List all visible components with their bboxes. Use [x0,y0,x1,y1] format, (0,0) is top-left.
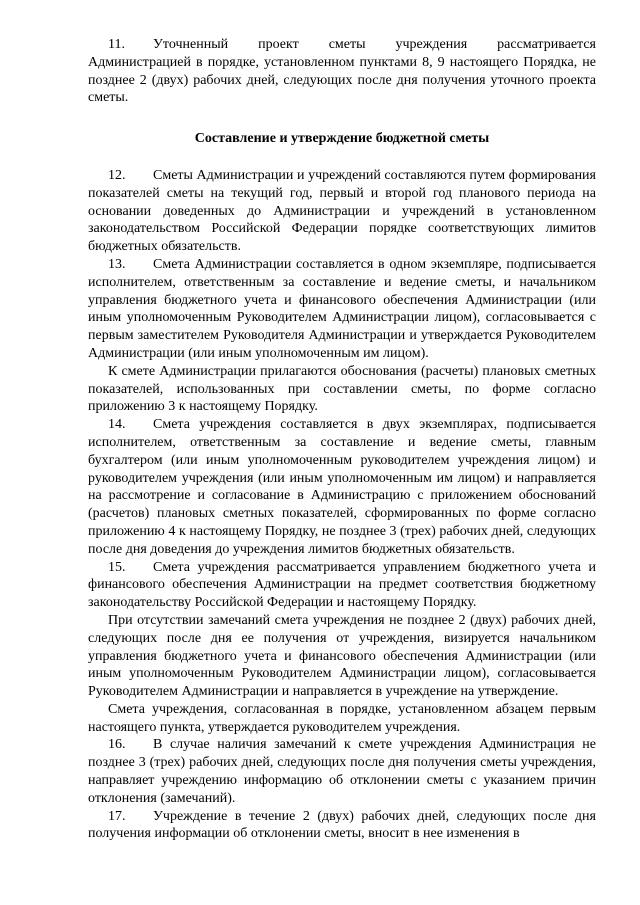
paragraph-11 [88,36,596,107]
paragraph-12 [88,167,596,256]
paragraph-text: Сметы Администрации и учреждений составляются путем формирования показателей сметы на текущий год, первый и второй год планового периода на основании доведенных до Администрации и учреждений в установленном законодательством Российской Федерации порядке соответствующих лимитов бюджетных обязательств. [88,167,596,255]
paragraph-15-approval: Смета учреждения, согласованная в порядке, установленном абзацем первым настоящего пункта, утверждается руководителем учреждения. [88,701,596,735]
paragraph-text: Смета учреждения составляется в двух экземплярах, подписывается исполнителем, ответственным за составление и ведение сметы, главным бухгалтером (или иным уполномоченным руководителем учреждения лицом) и руководителем учреждения (или иным уполномоченным им лицом) и направляется на рассмотрение и согласование в Администрацию с приложением обоснований (расчетов) плановых сметных показателей, сформированных по форме согласно приложению 4 к настоящему Порядку, не позднее 3 (трех) рабочих дней, следующих после дня доведения до учреждения лимитов бюджетных обязательств. [88,417,596,557]
paragraph-text: В случае наличия замечаний к смете учреждения Администрация не позднее 3 (трех) рабочих дней, следующих после дня получения сметы учреждения, направляет учреждению информацию об отклонении сметы с указанием причин отклонения (замечаний). [88,737,596,806]
paragraph-text: Уточненный проект сметы учреждения рассматривается Администрацией в порядке, установленном пунктами 8, 9 настоящего Порядка, не позднее 2 (двух) рабочих дней, следующих после дня получения уточного проекта сметы. [88,37,596,106]
paragraph-number: 16. [108,737,126,753]
paragraph-text: Смета Администрации составляется в одном экземпляре, подписывается исполнителем, ответственным за составление и ведение сметы, и начальником управления бюджетного учета и финансового обеспечения Администрации (или иным уполномоченным Руководителем Администрации лицом), согласовывается с первым заместителем Руководителя Администрации и утверждается Руководителем Администрации (или иным уполномоченным им лицом). [88,256,596,361]
paragraph-number: 11. [108,37,125,52]
document-body [88,36,596,843]
paragraph-number: 14. [108,417,126,433]
paragraph-17 [88,808,596,844]
paragraph-13-attachment: К смете Администрации прилагаются обоснования (расчеты) плановых сметных показателей, использованных при составлении сметы, по форме согласно приложению 3 к настоящему Порядку. [88,363,596,415]
paragraph-text: Учреждение в течение 2 (двух) рабочих дней, следующих после дня получения информации об отклонении сметы, вносит в нее изменения в [88,808,596,842]
paragraph-text: Смета учреждения рассматривается управлением бюджетного учета и финансового обеспечения Администрации на предмет соответствия бюджетному законодательству Российской Федерации и настоящему Порядку. [88,559,596,611]
paragraph-number: 15. [108,559,126,575]
paragraph-number: 17. [108,808,126,824]
paragraph-number: 13. [108,256,126,272]
paragraph-15-no-remarks: При отсутствии замечаний смета учреждения не позднее 2 (двух) рабочих дней, следующих после дня ее получения от учреждения, визируется начальником управления бюджетного учета и финансового обеспечения Администрации (или иным уполномоченным Руководителем Администрации лицом), согласовывается Руководителем Администрации и направляется в учреждение на утверждение. [88,612,596,700]
paragraph-15 [88,559,596,612]
paragraph-14 [88,416,596,558]
paragraph-13 [88,256,596,363]
section-heading: Составление и утверждение бюджетной сметы [194,131,490,147]
paragraph-16 [88,736,596,807]
paragraph-number: 12. [108,167,126,183]
